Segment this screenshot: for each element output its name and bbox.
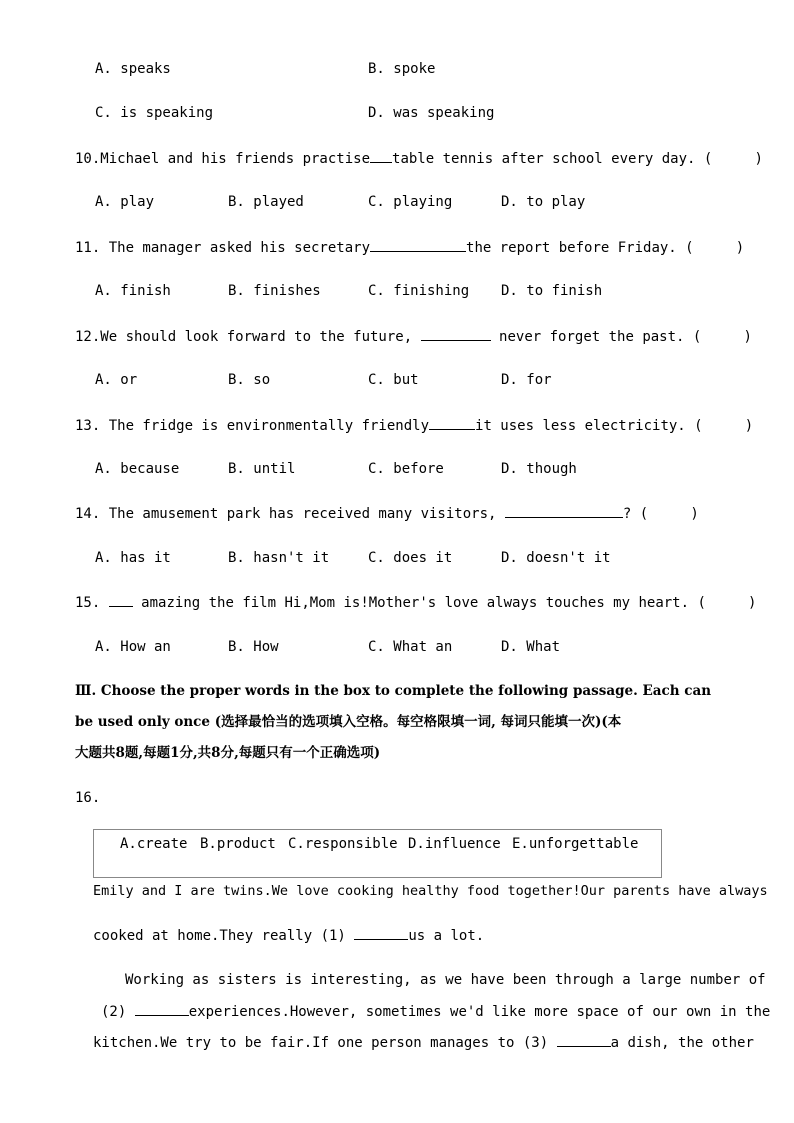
passage-line-5-pre: kitchen.We try to be fair.If one person manages to (3) xyxy=(93,1035,549,1051)
q15-answer-paren: ( ) xyxy=(697,595,757,611)
q9-option-c: C. is speaking xyxy=(95,105,214,121)
q10-option-c: C. playing xyxy=(368,194,453,210)
q15-option-b: B. How xyxy=(228,639,279,655)
word-bank-d: D.influence xyxy=(408,836,501,852)
q14-text-post: ? xyxy=(622,506,632,522)
passage-line-3: Working as sisters is interesting, as we have been through a large number of xyxy=(125,972,766,988)
q12-option-b: B. so xyxy=(228,372,271,388)
q10-text-post: table tennis after school every day. xyxy=(392,151,696,167)
q15-stem xyxy=(75,593,757,612)
passage-line-2-pre: cooked at home.They really (1) xyxy=(93,928,346,944)
q12-stem xyxy=(75,327,752,346)
q10-answer-paren: ( ) xyxy=(703,151,763,167)
q9-option-a: A. speaks xyxy=(95,61,171,77)
q14-option-b: B. hasn't it xyxy=(228,550,330,566)
q11-stem xyxy=(75,238,744,257)
q15-option-c: C. What an xyxy=(368,639,453,655)
q15-option-d: D. What xyxy=(501,639,561,655)
q11-text-post: the report before Friday. xyxy=(466,240,677,256)
word-bank-c: C.responsible xyxy=(288,836,398,852)
q15-blank xyxy=(109,593,133,607)
q11-option-d: D. to finish xyxy=(501,283,603,299)
q13-option-c: C. before xyxy=(368,461,444,477)
q12-option-c: C. but xyxy=(368,372,419,388)
q13-option-a: A. because xyxy=(95,461,180,477)
q14-blank xyxy=(505,504,623,518)
q15-option-a: A. How an xyxy=(95,639,171,655)
q15-text-post: amazing the film Hi,Mom is!Mother's love always touches my heart. xyxy=(141,595,690,611)
q13-option-b: B. until xyxy=(228,461,296,477)
q10-option-d: D. to play xyxy=(501,194,586,210)
q12-text-pre: 12.We should look forward to the future, xyxy=(75,329,413,345)
q12-option-a: A. or xyxy=(95,372,138,388)
q11-answer-paren: ( ) xyxy=(685,240,745,256)
passage-line-4 xyxy=(101,1002,770,1021)
q14-text-pre: 14. The amusement park has received many visitors, xyxy=(75,506,497,522)
q11-option-b: B. finishes xyxy=(228,283,321,299)
q13-option-d: D. though xyxy=(501,461,577,477)
q13-text-post: it uses less electricity. xyxy=(475,418,686,434)
q13-text-pre: 13. The fridge is environmentally friendly xyxy=(75,418,430,434)
q10-text-pre: 10.Michael and his friends practise xyxy=(75,151,371,167)
q14-option-c: C. does it xyxy=(368,550,453,566)
word-bank-e: E.unforgettable xyxy=(512,836,639,852)
q12-text-post: never forget the past. xyxy=(499,329,685,345)
section-3-heading-line-2: be used only once (选择最恰当的选项填入空格。每空格限填一词, 每词只能填一次)(本 xyxy=(75,714,622,730)
section-3-heading-line-1: Ⅲ. Choose the proper words in the box to complete the following passage. Each can xyxy=(75,683,712,699)
passage-blank-1 xyxy=(354,926,408,940)
q12-answer-paren: ( ) xyxy=(692,329,752,345)
q11-option-a: A. finish xyxy=(95,283,171,299)
q10-stem xyxy=(75,149,763,168)
q13-stem xyxy=(75,416,753,435)
q16-number: 16. xyxy=(75,790,101,806)
q11-blank xyxy=(370,238,466,252)
passage-line-5-post: a dish, the other xyxy=(610,1035,754,1051)
passage-line-4-post: experiences.However, sometimes we'd like more space of our own in the xyxy=(188,1004,771,1020)
q13-blank xyxy=(429,416,475,430)
q12-option-d: D. for xyxy=(501,372,552,388)
passage-blank-3 xyxy=(557,1033,611,1047)
q10-option-b: B. played xyxy=(228,194,304,210)
q14-option-a: A. has it xyxy=(95,550,171,566)
q14-option-d: D. doesn't it xyxy=(501,550,611,566)
q9-option-b: B. spoke xyxy=(368,61,436,77)
q15-text-pre: 15. xyxy=(75,595,101,611)
q9-option-d: D. was speaking xyxy=(368,105,495,121)
passage-blank-2 xyxy=(135,1002,189,1016)
q10-blank xyxy=(370,149,392,163)
passage-line-5 xyxy=(93,1033,754,1052)
word-bank-b: B.product xyxy=(200,836,276,852)
q10-option-a: A. play xyxy=(95,194,155,210)
word-bank-a: A.create xyxy=(120,836,188,852)
passage-line-2 xyxy=(93,926,484,945)
q14-stem xyxy=(75,504,699,523)
q12-blank xyxy=(421,327,491,341)
passage-line-2-post: us a lot. xyxy=(408,928,485,944)
q13-answer-paren: ( ) xyxy=(694,418,754,434)
q11-option-c: C. finishing xyxy=(368,283,470,299)
passage-line-1: Emily and I are twins.We love cooking healthy food together!Our parents have always xyxy=(93,883,768,899)
passage-line-4-pre: (2) xyxy=(101,1004,127,1020)
section-3-heading-line-3: 大题共8题,每题1分,共8分,每题只有一个正确选项) xyxy=(75,745,381,761)
q11-text-pre: 11. The manager asked his secretary xyxy=(75,240,371,256)
q14-answer-paren: ( ) xyxy=(639,506,699,522)
